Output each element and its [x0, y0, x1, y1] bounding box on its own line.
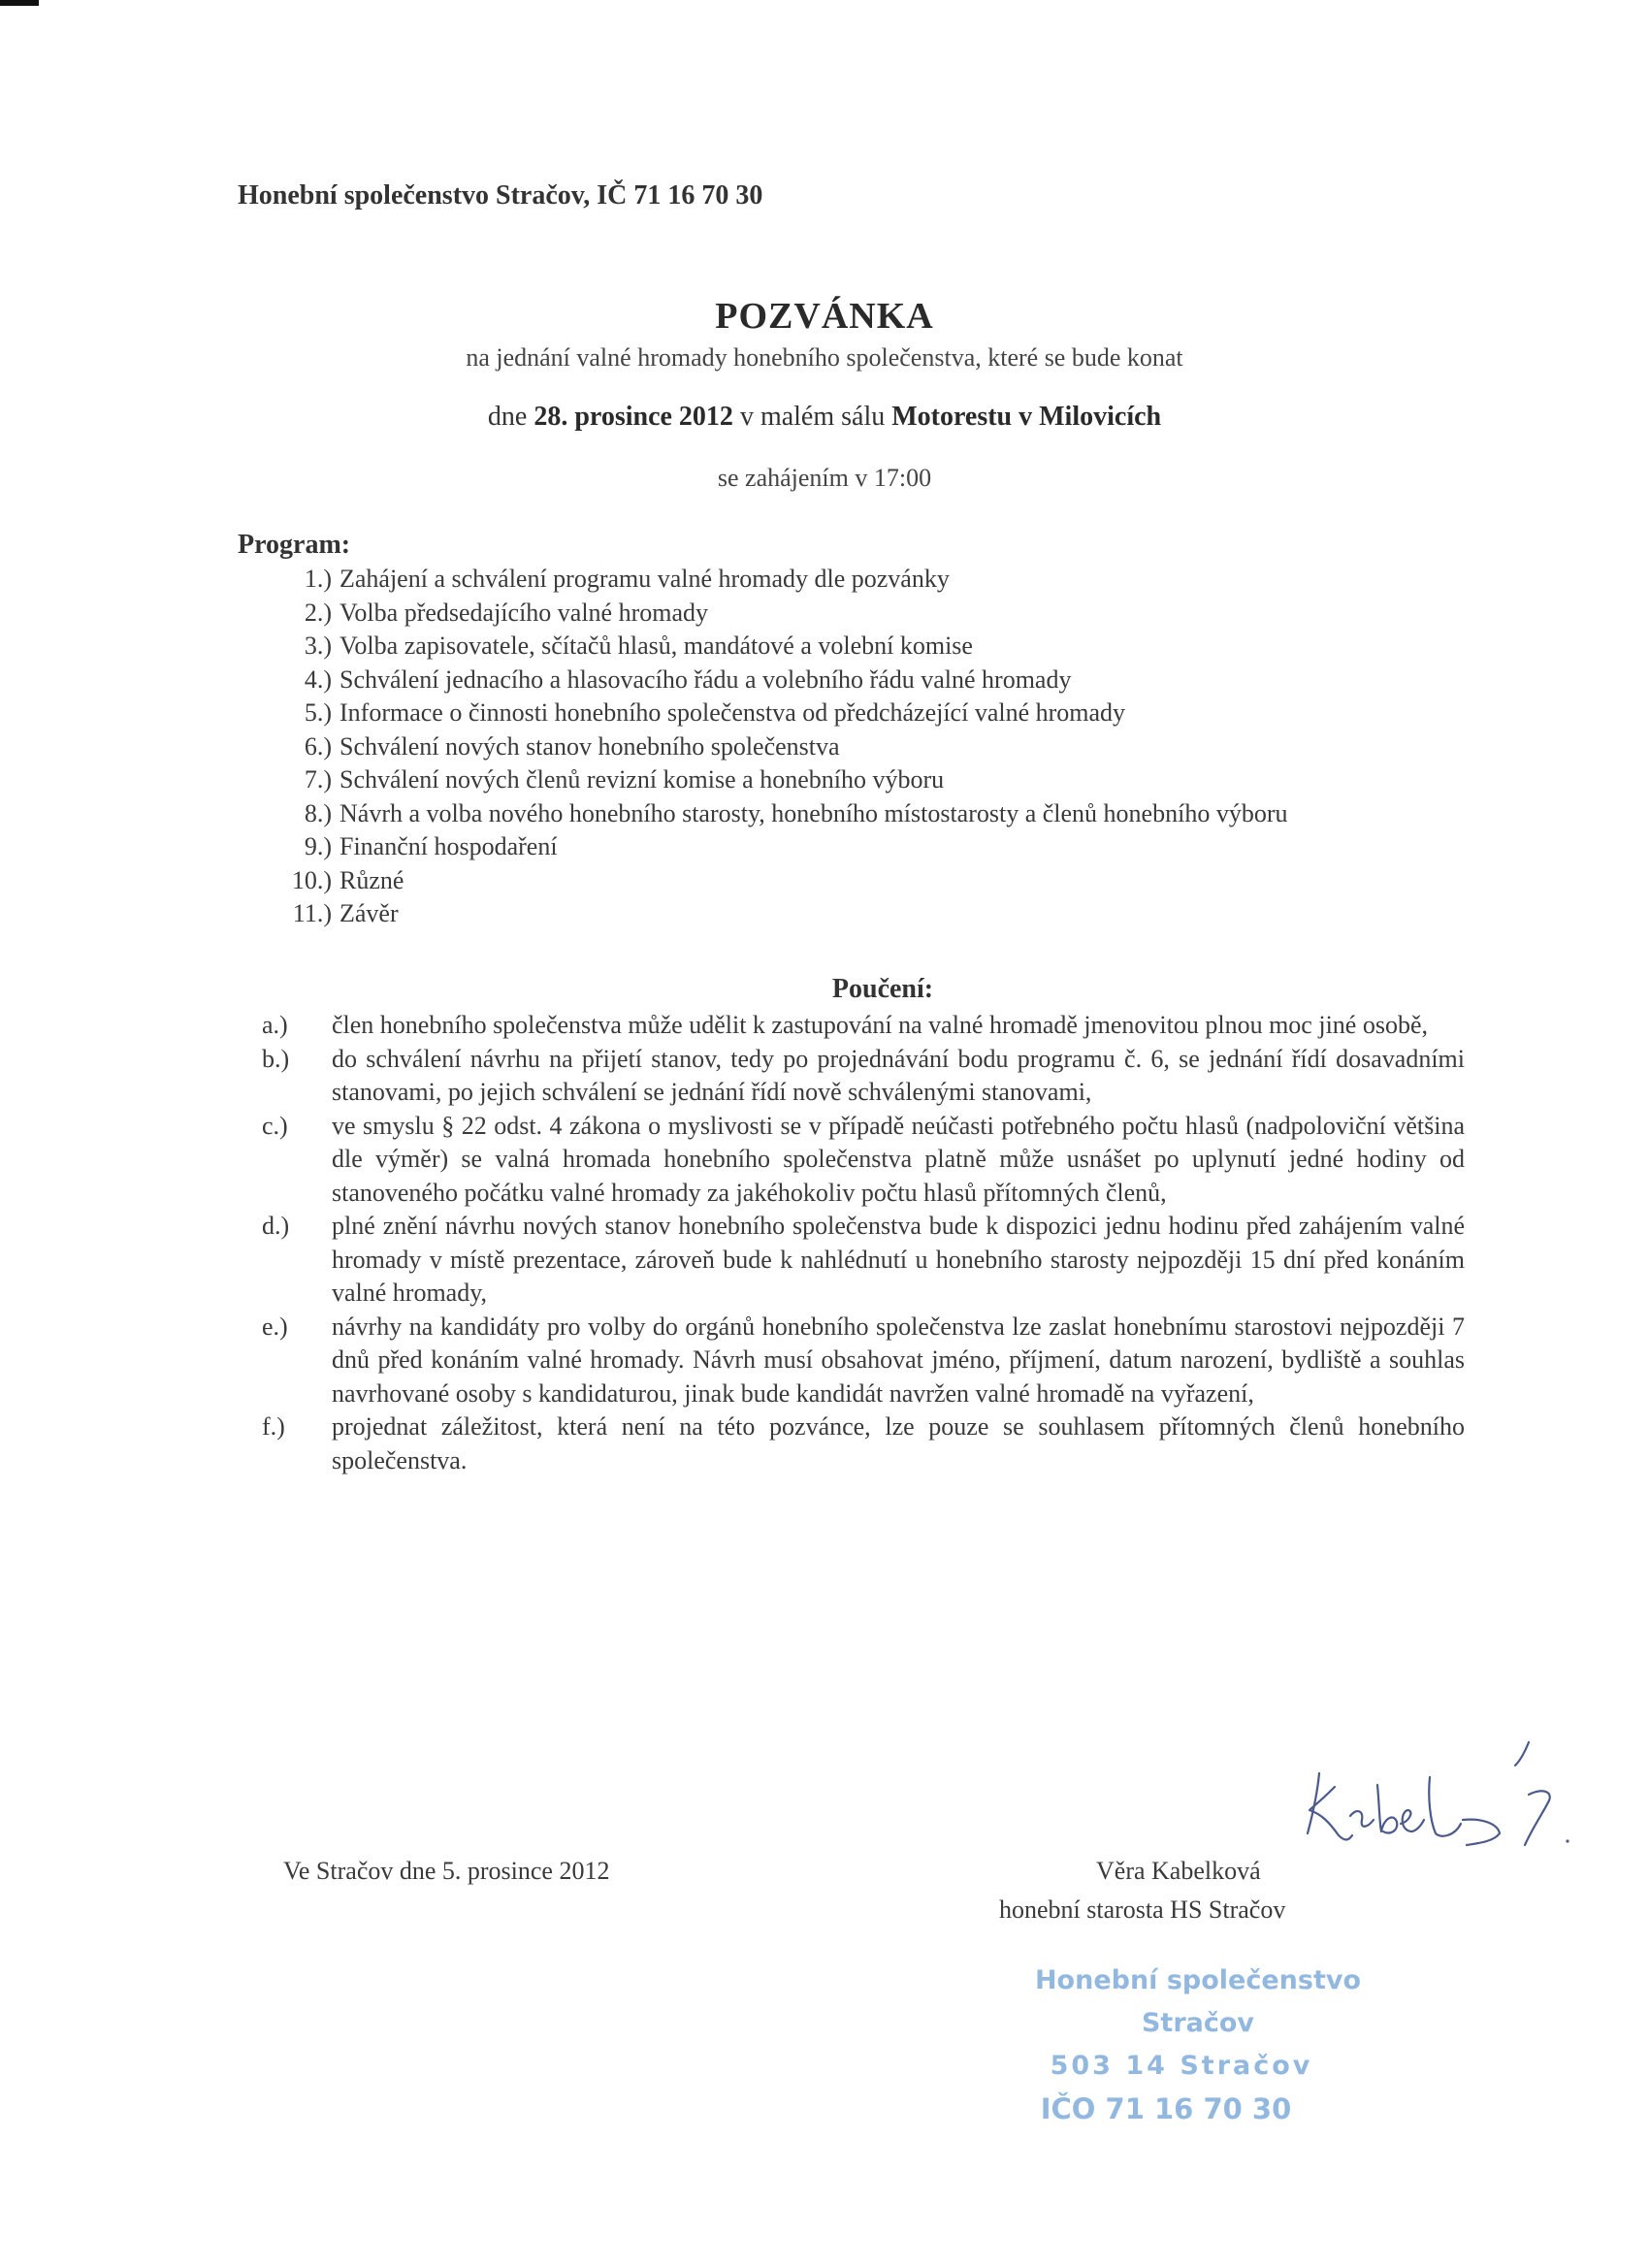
stamp-line-address: 503 14 Stračov	[1050, 2051, 1313, 2081]
instruction-letter: f.)	[262, 1412, 285, 1441]
program-item-number: 7.)	[304, 765, 332, 794]
instruction-letter: b.)	[262, 1044, 290, 1073]
instruction-letter: a.)	[262, 1011, 288, 1039]
meeting-date: 28. prosince 2012	[534, 402, 733, 432]
program-item-text: Volba zapisovatele, sčítačů hlasů, mandátové a volební komise	[340, 632, 973, 660]
program-item	[274, 899, 1535, 933]
instruction-item	[262, 1410, 1465, 1477]
instruction-item	[262, 1110, 1465, 1211]
date-prefix: dne	[487, 402, 534, 432]
date-middle: v malém sálu	[732, 402, 892, 432]
instruction-text: člen honebního společenstva může udělit k zastupování na valné hromadě jmenovitou plnou moc jiné osobě,	[332, 1011, 1428, 1039]
program-item	[274, 799, 1535, 833]
program-item-number: 8.)	[304, 798, 332, 827]
instruction-text: do schválení návrhu na přijetí stanov, tedy po projednávání bodu programu č. 6, se jednání řídí dosavadními stanovami, po jejich schválení se jednání řídí nově schválenými stanovami,	[332, 1044, 1465, 1106]
program-item-text: Schválení jednacího a hlasovacího řádu a volebního řádu valné hromady	[340, 664, 1072, 694]
program-item-number: 3.)	[304, 632, 332, 660]
program-item-text: Volba předsedajícího valné hromady	[340, 598, 709, 627]
program-item	[274, 632, 1535, 665]
stamp-line-name: Honební společenstvo Stračov	[1034, 1965, 1362, 2038]
program-item-number: 1.)	[304, 565, 332, 593]
instructions-list	[262, 1009, 1465, 1477]
instruction-item	[262, 1311, 1465, 1411]
instruction-text: plné znění návrhu nových stanov honebního společenstva bude k dispozici jednu hodinu před zahájením valné hromady v místě prezentace, zároveň bude k nahlédnutí u honebního starosty nejpozději 15 dní před konáním valné hromady,	[332, 1212, 1465, 1307]
program-item-text: Informace o činnosti honebního společenstva od předcházející valné hromady	[340, 698, 1126, 727]
program-item	[274, 765, 1535, 799]
program-item-number: 11.)	[292, 899, 332, 927]
program-item-number: 9.)	[304, 832, 332, 860]
stamp-line-id: IČO 71 16 70 30	[1040, 2092, 1292, 2125]
instruction-letter: e.)	[262, 1312, 288, 1341]
instruction-text: návrhy na kandidáty pro volby do orgánů honebního společenstva lze zaslat honebnímu starostovi nejpozději 7 dnů před konáním valné hromady. Návrh musí obsahovat jméno, příjmení, datum narození, bydliště a souhlas navrhované osoby s kandidaturou, jinak bude kandidát navržen valné hromadě na vyřazení,	[332, 1312, 1465, 1408]
program-item-text: Schválení nových členů revizní komise a honebního výboru	[340, 765, 945, 794]
signatory-role: honební starosta HS Stračov	[999, 1895, 1286, 1924]
program-item-text: Závěr	[340, 899, 399, 927]
instructions-heading: Poučení:	[831, 974, 934, 1004]
program-item	[274, 732, 1535, 766]
program-list	[274, 565, 1535, 933]
program-item-number: 10.)	[291, 865, 332, 894]
instruction-item	[262, 1043, 1465, 1110]
program-item	[274, 599, 1535, 632]
program-item-text: Návrh a volba nového honebního starosty, honebního místostarosty a členů honebního výboru	[340, 798, 1288, 827]
instruction-item	[262, 1009, 1465, 1043]
program-item-text: Schválení nových stanov honebního společenstva	[340, 731, 840, 761]
organization-stamp	[970, 1960, 1377, 2130]
document-title: POZVÁNKA	[715, 296, 934, 337]
program-item-text: Zahájení a schválení programu valné hromady dle pozvánky	[340, 565, 950, 593]
instruction-letter: c.)	[262, 1111, 288, 1140]
program-item-number: 4.)	[304, 664, 332, 694]
program-item-text: Různé	[340, 865, 404, 894]
meeting-place: Motorestu v Milovicích	[891, 402, 1162, 432]
program-item	[274, 832, 1535, 866]
scan-edge-mark	[0, 0, 39, 6]
meeting-start-time: se zahájením v 17:00	[717, 464, 932, 492]
program-item-number: 2.)	[304, 598, 332, 627]
place-and-date: Ve Stračov dne 5. prosince 2012	[283, 1857, 610, 1885]
program-item-number: 5.)	[304, 698, 332, 727]
program-heading: Program:	[238, 530, 351, 560]
instruction-item	[262, 1210, 1465, 1311]
program-item	[274, 565, 1535, 599]
handwritten-signature	[1300, 1727, 1610, 1882]
instruction-text: projednat záležitost, která není na této pozvánce, lze pouze se souhlasem přítomných členů honebního společenstva.	[332, 1412, 1465, 1474]
organization-header: Honební společenstvo Stračov, IČ 71 16 70 30	[238, 180, 763, 211]
signatory-name: Věra Kabelková	[1096, 1857, 1261, 1885]
meeting-date-place	[0, 402, 1649, 433]
invitation-subtitle: na jednání valné hromady honebního společenstva, které se bude konat	[466, 343, 1183, 372]
program-item	[274, 698, 1535, 732]
instruction-letter: d.)	[262, 1212, 290, 1240]
program-item	[274, 665, 1535, 699]
instruction-text: ve smyslu § 22 odst. 4 zákona o myslivosti se v případě neúčasti potřebného počtu hlasů (nadpoloviční většina dle výměr) se valná hromada honebního společenstva platně může usnášet po uplynutí jedné hodiny od stanoveného počátku valné hromady za jakéhokoliv počtu hlasů přítomných členů,	[332, 1111, 1465, 1207]
program-item	[274, 866, 1535, 900]
program-item-text: Finanční hospodaření	[340, 832, 558, 860]
program-item-number: 6.)	[304, 731, 332, 761]
